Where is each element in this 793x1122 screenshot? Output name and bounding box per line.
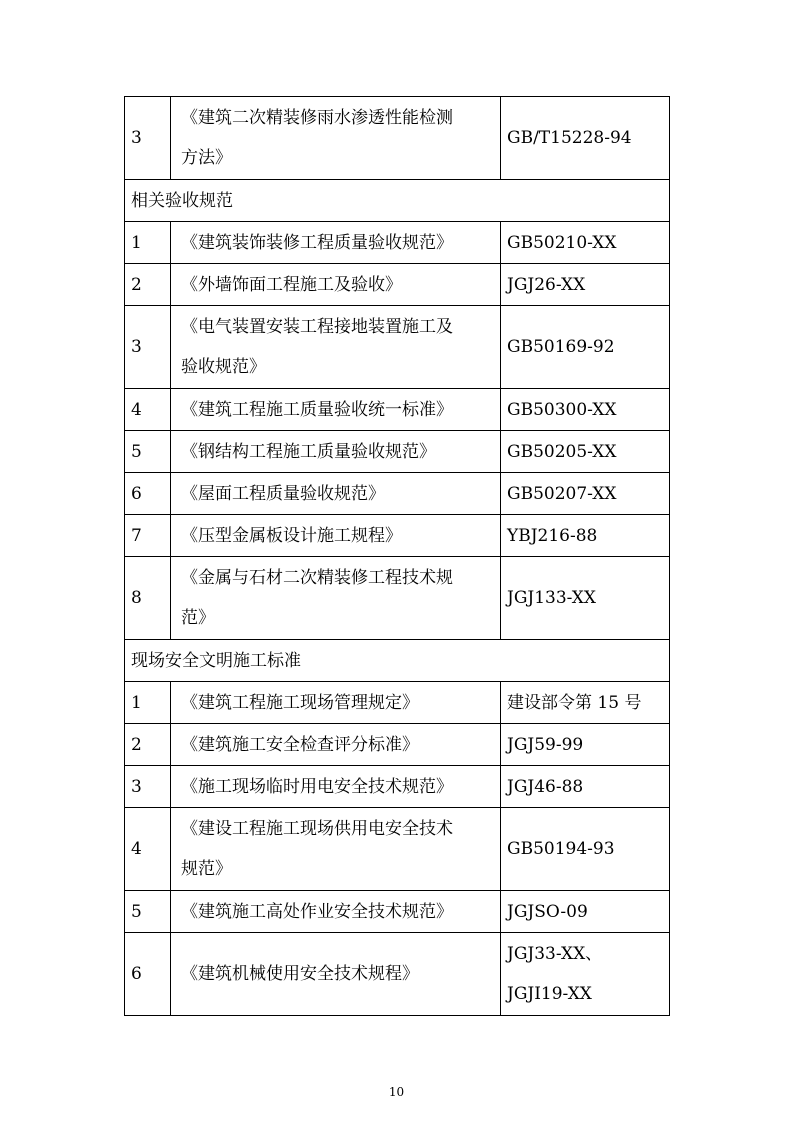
standard-title-line: 《电气装置安装工程接地装置施工及: [181, 317, 453, 337]
standard-code-line: JGJ26-XX: [507, 274, 586, 295]
table-row: [125, 473, 670, 515]
standard-code-line: JGJ46-88: [507, 776, 584, 797]
standard-code-line: GB50205-XX: [507, 441, 617, 462]
standard-title: [171, 473, 501, 515]
standard-code-line: GB/T15228-94: [507, 128, 632, 148]
standard-title: [171, 306, 501, 389]
standard-code: [501, 766, 670, 808]
standard-title-line: 《建筑施工高处作业安全技术规范》: [181, 901, 453, 922]
section-header-row: [125, 180, 670, 222]
standard-code-line: 建设部令第 15 号: [507, 692, 642, 713]
standard-title: [171, 724, 501, 766]
table-row: [125, 389, 670, 431]
standard-title-line: 《建筑装饰装修工程质量验收规范》: [181, 232, 453, 253]
row-number: 3: [125, 97, 171, 180]
row-number: 3: [125, 306, 171, 389]
standard-title-line: 《建筑工程施工现场管理规定》: [181, 692, 419, 713]
standard-title-line: 《建筑二次精装修雨水渗透性能检测: [181, 108, 453, 128]
standard-code: [501, 264, 670, 306]
standard-title: [171, 766, 501, 808]
section-header-row: [125, 640, 670, 682]
row-number: 5: [125, 431, 171, 473]
standard-title-line: 规范》: [181, 859, 232, 879]
row-number: 8: [125, 557, 171, 640]
standard-code: [501, 557, 670, 640]
standard-title-line: 《屋面工程质量验收规范》: [181, 483, 385, 504]
standard-title: [171, 933, 501, 1016]
table-row: [125, 724, 670, 766]
table-row: [125, 933, 670, 1016]
standard-code-line: YBJ216-88: [507, 525, 598, 546]
row-number: 3: [125, 766, 171, 808]
standard-title: [171, 891, 501, 933]
standard-title: [171, 808, 501, 891]
standard-title-line: 《外墙饰面工程施工及验收》: [181, 274, 402, 295]
standard-title: [171, 557, 501, 640]
row-number: 4: [125, 808, 171, 891]
table-row: [125, 222, 670, 264]
standard-code: [501, 389, 670, 431]
standard-title-line: 《建筑施工安全检查评分标准》: [181, 734, 419, 755]
standard-title-line: 《建设工程施工现场供用电安全技术: [181, 819, 453, 839]
standard-code: [501, 97, 670, 180]
standard-code-line: GB50210-XX: [507, 232, 617, 253]
page-number: 10: [388, 1085, 405, 1099]
standard-title-line: 《施工现场临时用电安全技术规范》: [181, 776, 453, 797]
standard-title-line: 《压型金属板设计施工规程》: [181, 525, 402, 546]
table-row: [125, 808, 670, 891]
standard-title-line: 方法》: [181, 148, 232, 168]
standard-code-line: JGJ59-99: [507, 734, 584, 755]
standard-title: [171, 97, 501, 180]
row-number: 4: [125, 389, 171, 431]
standard-title-line: 《建筑工程施工质量验收统一标准》: [181, 399, 453, 420]
row-number: 1: [125, 682, 171, 724]
standard-code: [501, 808, 670, 891]
table-row: [125, 306, 670, 389]
standard-title-line: 验收规范》: [181, 357, 266, 377]
standard-code: [501, 891, 670, 933]
standard-code-line: GB50194-93: [507, 839, 615, 859]
row-number: 6: [125, 933, 171, 1016]
standard-code-line: GB50169-92: [507, 337, 615, 357]
standard-title: [171, 264, 501, 306]
standard-title-line: 范》: [181, 608, 215, 628]
standard-code-line: JGJSO-09: [507, 901, 588, 922]
table-row: [125, 264, 670, 306]
table-row: [125, 97, 670, 180]
table-row: [125, 682, 670, 724]
row-number: 7: [125, 515, 171, 557]
table-row: [125, 557, 670, 640]
standard-code: [501, 515, 670, 557]
row-number: 6: [125, 473, 171, 515]
standard-title-line: 《钢结构工程施工质量验收规范》: [181, 441, 436, 462]
row-number: 2: [125, 724, 171, 766]
standard-title: [171, 682, 501, 724]
standards-table: [124, 96, 670, 1016]
standard-code: [501, 431, 670, 473]
standard-code: [501, 933, 670, 1016]
table-row: [125, 766, 670, 808]
standard-title-line: 《建筑机械使用安全技术规程》: [181, 964, 419, 984]
standard-code-line: GB50207-XX: [507, 483, 617, 504]
standard-code: [501, 306, 670, 389]
row-number: 1: [125, 222, 171, 264]
standard-code: [501, 682, 670, 724]
standard-title: [171, 222, 501, 264]
standard-code: [501, 222, 670, 264]
table-row: [125, 515, 670, 557]
table-row: [125, 431, 670, 473]
section-header: 现场安全文明施工标准: [125, 640, 670, 682]
standard-code-line: GB50300-XX: [507, 399, 617, 420]
standard-title-line: 《金属与石材二次精装修工程技术规: [181, 568, 453, 588]
standard-code-line: JGJI19-XX: [507, 984, 592, 1004]
standard-title: [171, 431, 501, 473]
section-header: 相关验收规范: [125, 180, 670, 222]
standard-code: [501, 724, 670, 766]
standard-code: [501, 473, 670, 515]
standard-title: [171, 515, 501, 557]
standard-title: [171, 389, 501, 431]
row-number: 5: [125, 891, 171, 933]
standard-code-line: JGJ33-XX、: [507, 944, 603, 964]
table-row: [125, 891, 670, 933]
standard-code-line: JGJ133-XX: [507, 588, 597, 608]
row-number: 2: [125, 264, 171, 306]
